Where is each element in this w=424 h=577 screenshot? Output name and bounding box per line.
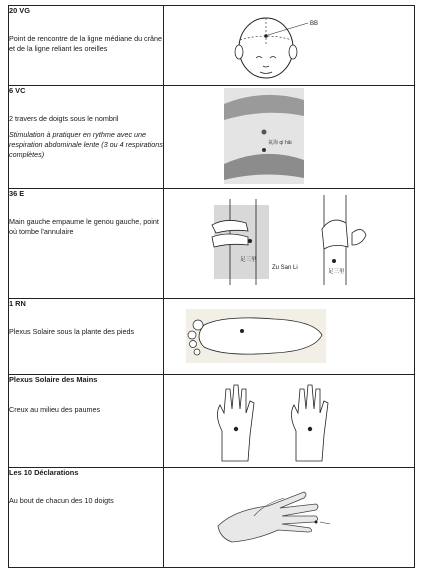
point-code: Les 10 Déclarations (9, 468, 79, 477)
point-description: Au bout de chacun des 10 doigts (9, 496, 114, 505)
table-row (9, 375, 415, 468)
acupoint-table (8, 5, 415, 568)
point-description: Point de rencontre de la ligne médiane du crâne et de la ligne reliant les oreilles (9, 34, 163, 53)
row-text-cell (9, 299, 164, 375)
point-description: Creux au milieu des paumes (9, 405, 101, 414)
point-code: 20 VG (9, 6, 30, 15)
point-description: Plexus Solaire sous la plante des pieds (9, 327, 135, 336)
figure-label: BB (310, 21, 319, 27)
row-figure-cell (164, 299, 415, 375)
row-figure-cell (164, 375, 415, 468)
foot-sole-icon (164, 299, 416, 373)
palms-icon (164, 375, 416, 466)
row-text-cell (9, 86, 164, 189)
abdomen-hands-icon (164, 86, 416, 187)
point-code: 1 RN (9, 299, 26, 308)
row-figure-cell (164, 189, 415, 299)
point-code: 6 VC (9, 86, 26, 95)
row-text-cell (9, 375, 164, 468)
table-row (9, 299, 415, 375)
row-figure-cell (164, 468, 415, 568)
point-note: Stimulation à pratiquer en rythme avec une respiration abdominale lente (3 ou 4 respirations complètes) (9, 130, 163, 159)
figure-label: 氣海 qì hǎi (268, 140, 292, 146)
point-description: Main gauche empaume le genou gauche, point où tombe l'annulaire (9, 217, 159, 236)
hand-fingertips-icon (164, 468, 416, 566)
table-row (9, 6, 415, 86)
row-figure-cell (164, 6, 415, 86)
point-code: Plexus Solaire des Mains (9, 375, 98, 384)
point-description: 2 travers de doigts sous le nombril (9, 114, 119, 123)
table-row (9, 86, 415, 189)
figure-label: Zu San Li (272, 265, 298, 271)
row-figure-cell (164, 86, 415, 189)
row-text-cell (9, 189, 164, 299)
row-text-cell (9, 468, 164, 568)
row-text-cell (9, 6, 164, 86)
table-row (9, 468, 415, 568)
figure-chinese-label: 足三里 (240, 257, 257, 263)
knee-hands-icon (164, 189, 416, 297)
head-top-icon (164, 6, 416, 84)
table-row (9, 189, 415, 299)
point-code: 36 E (9, 189, 25, 198)
figure-chinese-label: 足三里 (328, 269, 345, 275)
